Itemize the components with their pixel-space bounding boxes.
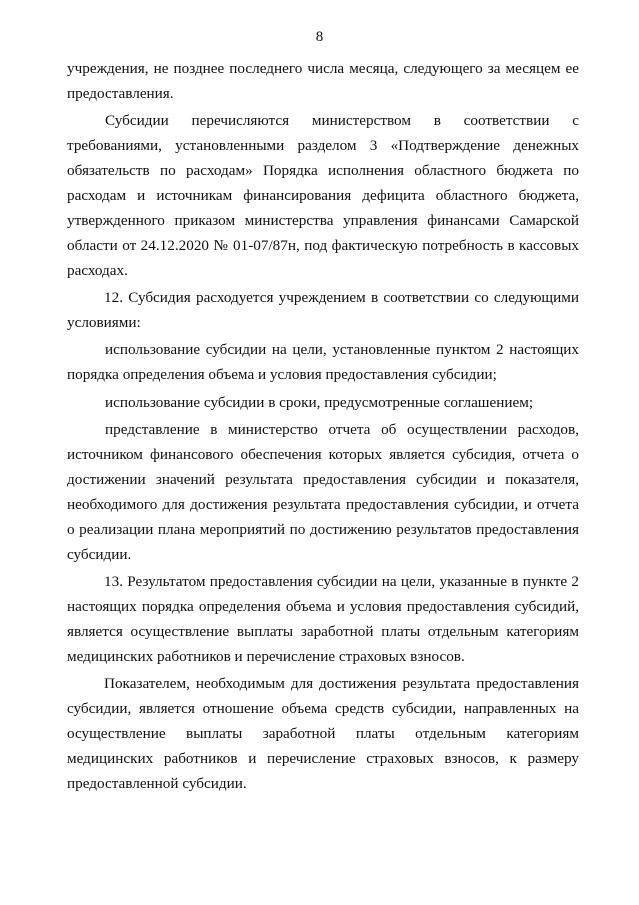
paragraph-item-12: 12. Субсидия расходуется учреждением в соответствии со следующими условиями: (67, 289, 579, 332)
paragraph-subsidy-transfer: Субсидии перечисляются министерством в соответствии с требованиями, установленными разделом 3 «Подтверждение денежных обязательств по расходам» Порядка исполнения областного бюджета по расходам и источникам финансирования дефицита областного бюджета, утвержденного приказом министерства управления финансами Самарской области от 24.12.2020 № 01-07/87н, под фактическую потребность в кассовых расходах. (67, 112, 579, 279)
paragraph-indicator: Показателем, необходимым для достижения результата предоставления субсидии, является отношение объема средств субсидии, направленных на осуществление выплаты заработной платы отдельным категориям медицинских работников и перечисление страховых взносов, к размеру предоставленной субсидии. (67, 675, 579, 792)
paragraph-item-13: 13. Результатом предоставления субсидии на цели, указанные в пункте 2 настоящих порядка определения объема и условия предоставления субсидий, является осуществление выплаты заработной платы отдельным категориям медицинских работников и перечисление страховых взносов. (67, 573, 579, 665)
paragraph-condition-terms: использование субсидии в сроки, предусмотренные соглашением; (105, 393, 534, 411)
paragraph-continuation: учреждения, не позднее последнего числа месяца, следующего за месяцем ее предоставления. (67, 60, 579, 102)
paragraph-condition-reporting: представление в министерство отчета об осуществлении расходов, источником финансового обеспечения которых является субсидия, отчета о достижении значений результата предоставления субсидии и показателя, необходимого для достижения результата предоставления субсидии, и отчета о реализации плана мероприятий по достижению результатов предоставления субсидии. (67, 421, 579, 563)
document-body (67, 57, 579, 799)
page-number: 8 (315, 29, 324, 45)
paragraph-condition-purpose: использование субсидии на цели, установленные пунктом 2 настоящих порядка определения объема и условия предоставления субсидии; (67, 341, 579, 384)
